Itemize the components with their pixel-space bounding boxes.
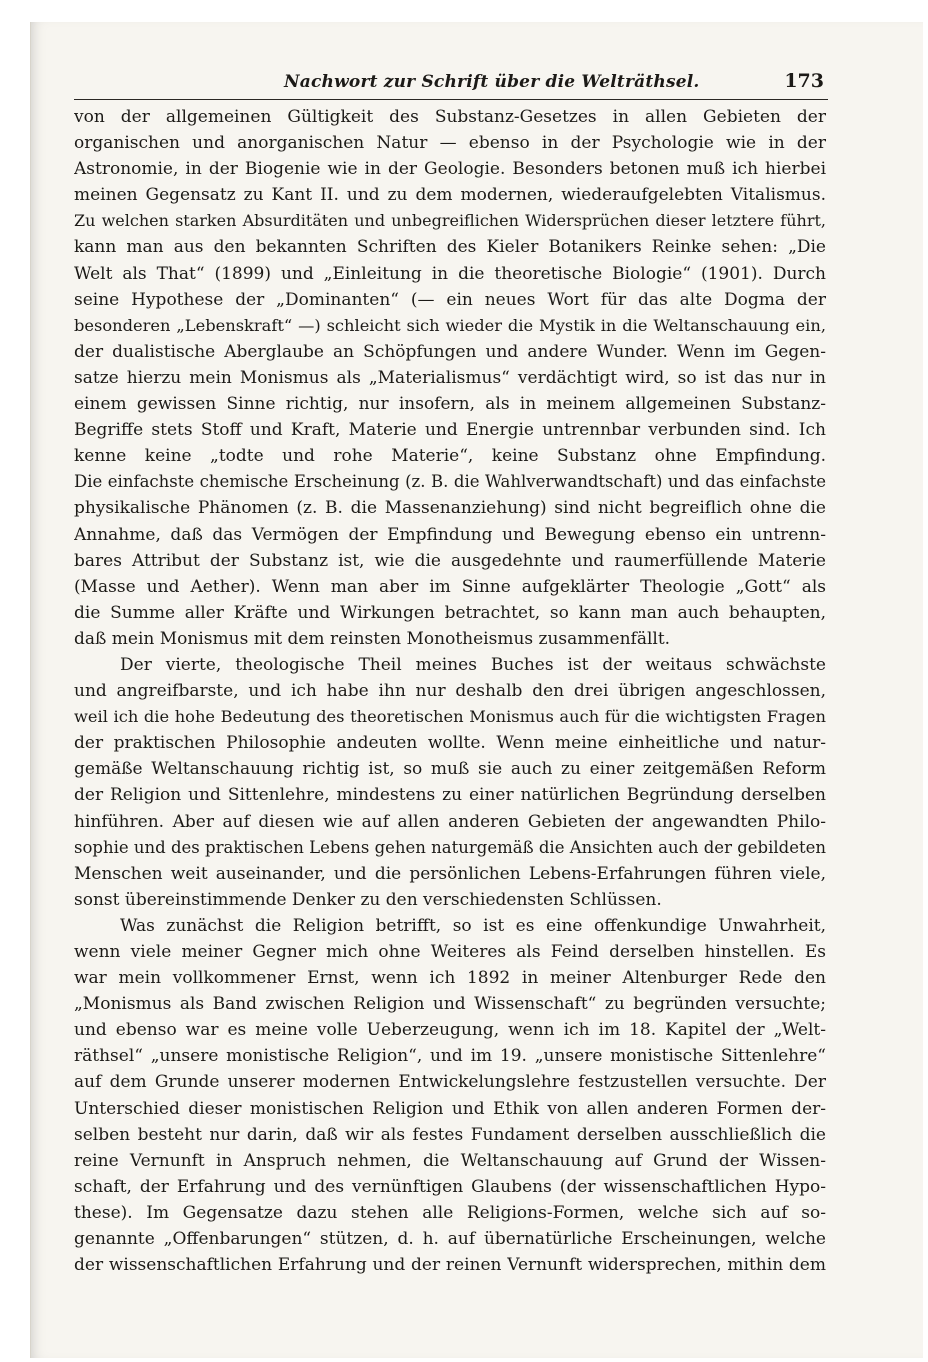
text-line: die Summe aller Kräfte und Wirkungen betrachtet, so kann man auch behaupten, bbox=[74, 602, 826, 623]
text-line: von der allgemeinen Gültigkeit des Substanz-Gesetzes in allen Gebieten der bbox=[74, 107, 826, 127]
text-line: weil ich die hohe Bedeutung des theoretischen Monismus auch für die wichtigsten Fragen bbox=[74, 707, 826, 727]
text-line: sonst übereinstimmende Denker zu den verschiedensten Schlüssen. bbox=[74, 889, 662, 910]
text-line: gemäße Weltanschauung richtig ist, so muß sie auch zu einer zeitgemäßen Reform bbox=[74, 759, 826, 780]
header-rule bbox=[74, 99, 828, 100]
text-line: Was zunächst die Religion betrifft, so ist es eine offenkundige Unwahrheit, bbox=[120, 915, 826, 936]
text-line: schaft, der Erfahrung und des vernünftigen Glaubens (der wissenschaftlichen Hypo- bbox=[74, 1176, 826, 1197]
page-number: 173 bbox=[784, 70, 824, 92]
running-title: Nachwort zur Schrift über die Welträthsel. bbox=[284, 72, 700, 92]
text-line: der dualistische Aberglaube an Schöpfungen und andere Wunder. Wenn im Gegen- bbox=[74, 341, 826, 362]
text-line: Die einfachste chemische Erscheinung (z. B. die Wahlverwandtschaft) und das einfachste bbox=[74, 472, 826, 492]
text-line: besonderen „Lebenskraft“ —) schleicht sich wieder die Mystik in die Weltanschauung ein, bbox=[74, 315, 826, 335]
text-line: der Religion und Sittenlehre, mindestens zu einer natürlichen Begründung derselben bbox=[74, 785, 826, 806]
text-line: sophie und des praktischen Lebens gehen naturgemäß die Ansichten auch der gebildeten bbox=[74, 837, 826, 857]
text-line: organischen und anorganischen Natur — ebenso in der Psychologie wie in der bbox=[74, 133, 826, 154]
text-line: kenne keine „todte und rohe Materie“, keine Substanz ohne Empfindung. bbox=[74, 446, 826, 467]
text-line: physikalische Phänomen (z. B. die Massenanziehung) sind nicht begreiflich ohne die bbox=[74, 498, 826, 519]
text-line: satze hierzu mein Monismus als „Materialismus“ verdächtigt wird, so ist das nur in bbox=[74, 367, 826, 388]
text-line: selben besteht nur darin, daß wir als festes Fundament derselben ausschließlich die bbox=[74, 1124, 826, 1145]
text-line: Astronomie, in der Biogenie wie in der Geologie. Besonders betonen muß ich hierbei bbox=[74, 159, 826, 180]
text-line: war mein vollkommener Ernst, wenn ich 1892 in meiner Altenburger Rede den bbox=[74, 968, 826, 989]
text-line: Begriffe stets Stoff und Kraft, Materie und Energie untrennbar verbunden sind. Ich bbox=[74, 420, 826, 441]
text-line: Menschen weit auseinander, und die persönlichen Lebens-Erfahrungen führen viele, bbox=[74, 863, 826, 884]
text-line: wenn viele meiner Gegner mich ohne Weiteres als Feind derselben hinstellen. Es bbox=[74, 942, 826, 962]
text-line: daß mein Monismus mit dem reinsten Monotheismus zusammenfällt. bbox=[74, 628, 671, 649]
text-line: these). Im Gegensatze dazu stehen alle Religions-Formen, welche sich auf so- bbox=[74, 1202, 826, 1223]
text-line: Annahme, daß das Vermögen der Empfindung und Bewegung ebenso ein untrenn- bbox=[74, 524, 826, 545]
text-line: „Monismus als Band zwischen Religion und Wissenschaft“ zu begründen versuchte; bbox=[74, 994, 826, 1015]
body-text bbox=[74, 104, 826, 1278]
text-line: Der vierte, theologische Theil meines Buches ist der weitaus schwächste bbox=[120, 654, 826, 675]
text-line: genannte „Offenbarungen“ stützen, d. h. auf übernatürliche Erscheinungen, welche bbox=[74, 1229, 826, 1250]
text-line: und angreifbarste, und ich habe ihn nur deshalb den drei übrigen angeschlossen, bbox=[74, 681, 826, 702]
text-line: hinführen. Aber auf diesen wie auf allen anderen Gebieten der angewandten Philo- bbox=[74, 811, 826, 832]
text-line: der praktischen Philosophie andeuten wollte. Wenn meine einheitliche und natur- bbox=[74, 733, 826, 754]
text-line: und ebenso war es meine volle Ueberzeugung, wenn ich im 18. Kapitel der „Welt- bbox=[74, 1020, 826, 1041]
text-line: einem gewissen Sinne richtig, nur insofern, als in meinem allgemeinen Substanz- bbox=[74, 394, 826, 415]
text-line: räthsel“ „unsere monistische Religion“, und im 19. „unsere monistische Sittenlehre“ bbox=[74, 1046, 826, 1067]
text-line: kann man aus den bekannten Schriften des Kieler Botanikers Reinke sehen: „Die bbox=[74, 237, 826, 258]
text-line: seine Hypothese der „Dominanten“ (— ein neues Wort für das alte Dogma der bbox=[74, 289, 826, 310]
text-line: reine Vernunft in Anspruch nehmen, die Weltanschauung auf Grund der Wissen- bbox=[74, 1150, 826, 1171]
text-line: Unterschied dieser monistischen Religion und Ethik von allen anderen Formen der- bbox=[74, 1098, 826, 1119]
text-line: der wissenschaftlichen Erfahrung und der reinen Vernunft widersprechen, mithin dem bbox=[74, 1255, 826, 1276]
page-header bbox=[74, 70, 826, 98]
text-line: (Masse und Aether). Wenn man aber im Sinne aufgeklärter Theologie „Gott“ als bbox=[74, 576, 826, 597]
text-line: Welt als That“ (1899) und „Einleitung in die theoretische Biologie“ (1901). Durch bbox=[74, 263, 826, 284]
text-line: auf dem Grunde unserer modernen Entwickelungslehre festzustellen versuchte. Der bbox=[74, 1072, 826, 1093]
text-line: meinen Gegensatz zu Kant II. und zu dem modernen, wiederaufgelebten Vitalismus. bbox=[74, 185, 826, 206]
text-line: Zu welchen starken Absurditäten und unbegreiflichen Widersprüchen dieser letztere führt, bbox=[74, 211, 826, 231]
text-line: bares Attribut der Substanz ist, wie die ausgedehnte und raumerfüllende Materie bbox=[74, 550, 826, 571]
